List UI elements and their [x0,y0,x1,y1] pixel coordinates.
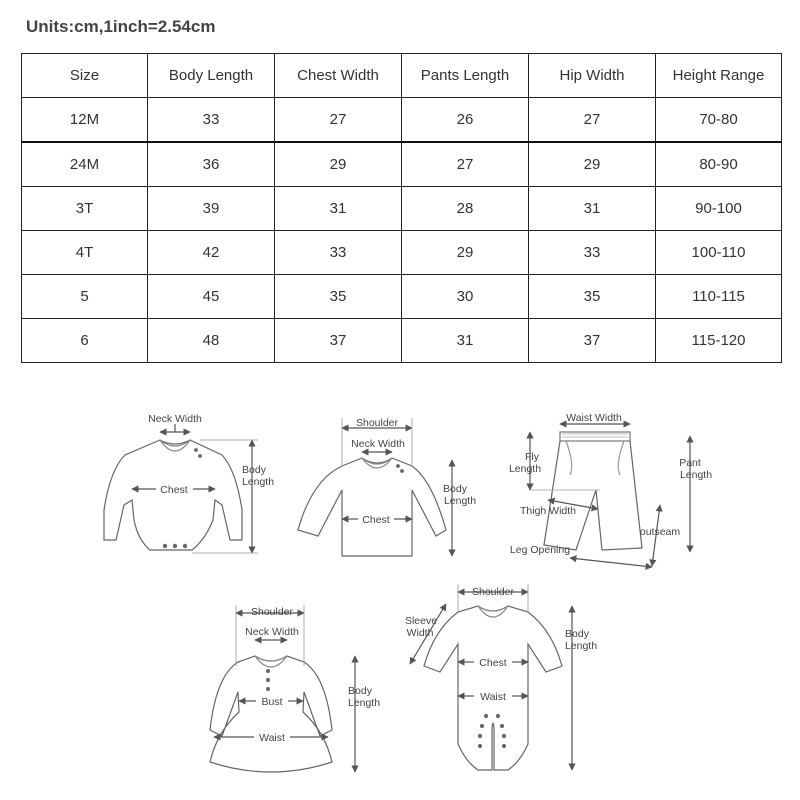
cell-height-range: 110-115 [656,275,782,319]
romper-body-length-label-2: Length [564,640,598,652]
pants-leg-opening-label: Leg Opening [509,544,571,556]
pants-thigh-width-label: Thigh Width [519,505,577,517]
dress-shoulder-label: Shoulder [250,606,294,618]
header-body-length: Body Length [148,54,275,98]
shirt-outline [298,458,446,556]
cell-hip-width: 31 [529,187,656,231]
pants-pant-length-label-1: Pant [679,457,701,469]
shirt-shoulder-label: Shoulder [355,417,399,429]
header-size: Size [22,54,148,98]
bodysuit-body-length-label-2: Length [241,476,275,488]
dress-collar [255,656,287,667]
header-chest-width: Chest Width [275,54,402,98]
pants-waistband [560,432,630,441]
pants-pant-length-label-2: Length [679,469,713,481]
dress-waist-label: Waist [259,732,285,744]
bodysuit-chest-label: Chest [160,484,188,496]
cell-size: 3T [22,187,148,231]
cell-body-length: 33 [148,98,275,143]
shirt-chest-label: Chest [362,514,390,526]
cell-hip-width: 33 [529,231,656,275]
shirt-body-length-label-2: Length [443,495,477,507]
header-height-range: Height Range [656,54,782,98]
cell-size: 12M [22,98,148,143]
romper-body-length-label-1: Body [565,628,589,640]
cell-height-range: 100-110 [656,231,782,275]
cell-chest-width: 27 [275,98,402,143]
romper-diagram [410,584,572,770]
bodysuit-body-length-label-1: Body [242,464,266,476]
cell-chest-width: 37 [275,319,402,363]
pants-outseam-label: outseam [639,526,681,538]
pants-fly-length-label-1: Fly [525,451,539,463]
cell-hip-width: 29 [529,142,656,187]
cell-size: 6 [22,319,148,363]
cell-size: 5 [22,275,148,319]
cell-pants-length: 29 [402,231,529,275]
cell-chest-width: 29 [275,142,402,187]
romper-sleeve-width-label-1: Sleeve [404,615,438,627]
cell-pants-length: 28 [402,187,529,231]
pants-fly-length-label-2: Length [508,463,542,475]
cell-body-length: 39 [148,187,275,231]
cell-pants-length: 26 [402,98,529,143]
units-note: Units:cm,1inch=2.54cm [26,17,216,36]
cell-body-length: 48 [148,319,275,363]
romper-waist-label: Waist [480,691,506,703]
cell-pants-length: 31 [402,319,529,363]
cell-chest-width: 35 [275,275,402,319]
header-pants-length: Pants Length [402,54,529,98]
romper-chest-label: Chest [479,657,507,669]
cell-chest-width: 31 [275,187,402,231]
romper-shoulder-label: Shoulder [471,586,515,598]
cell-size: 4T [22,231,148,275]
romper-sleeve-width-label-2: Width [406,627,434,639]
cell-hip-width: 35 [529,275,656,319]
cell-body-length: 45 [148,275,275,319]
header-hip-width: Hip Width [529,54,656,98]
cell-hip-width: 37 [529,319,656,363]
dress-body-length-label-1: Body [348,685,372,697]
shirt-body-length-label-1: Body [443,483,467,495]
cell-pants-length: 27 [402,142,529,187]
dress-outline [210,656,332,772]
cell-height-range: 70-80 [656,98,782,143]
cell-height-range: 115-120 [656,319,782,363]
bodysuit-neck-width-label: Neck Width [148,413,202,425]
cell-chest-width: 33 [275,231,402,275]
dress-neck-width-label: Neck Width [245,626,299,638]
cell-body-length: 36 [148,142,275,187]
dress-bust-label: Bust [261,696,283,708]
pants-waist-width-label: Waist Width [566,412,622,424]
cell-size: 24M [22,142,148,187]
dress-body-length-label-2: Length [347,697,381,709]
romper-outline [424,606,562,770]
cell-height-range: 80-90 [656,142,782,187]
pants-outline [544,441,642,550]
shirt-neck-width-label: Neck Width [351,438,405,450]
cell-hip-width: 27 [529,98,656,143]
cell-height-range: 90-100 [656,187,782,231]
romper-collar [478,606,508,617]
cell-pants-length: 30 [402,275,529,319]
cell-body-length: 42 [148,231,275,275]
